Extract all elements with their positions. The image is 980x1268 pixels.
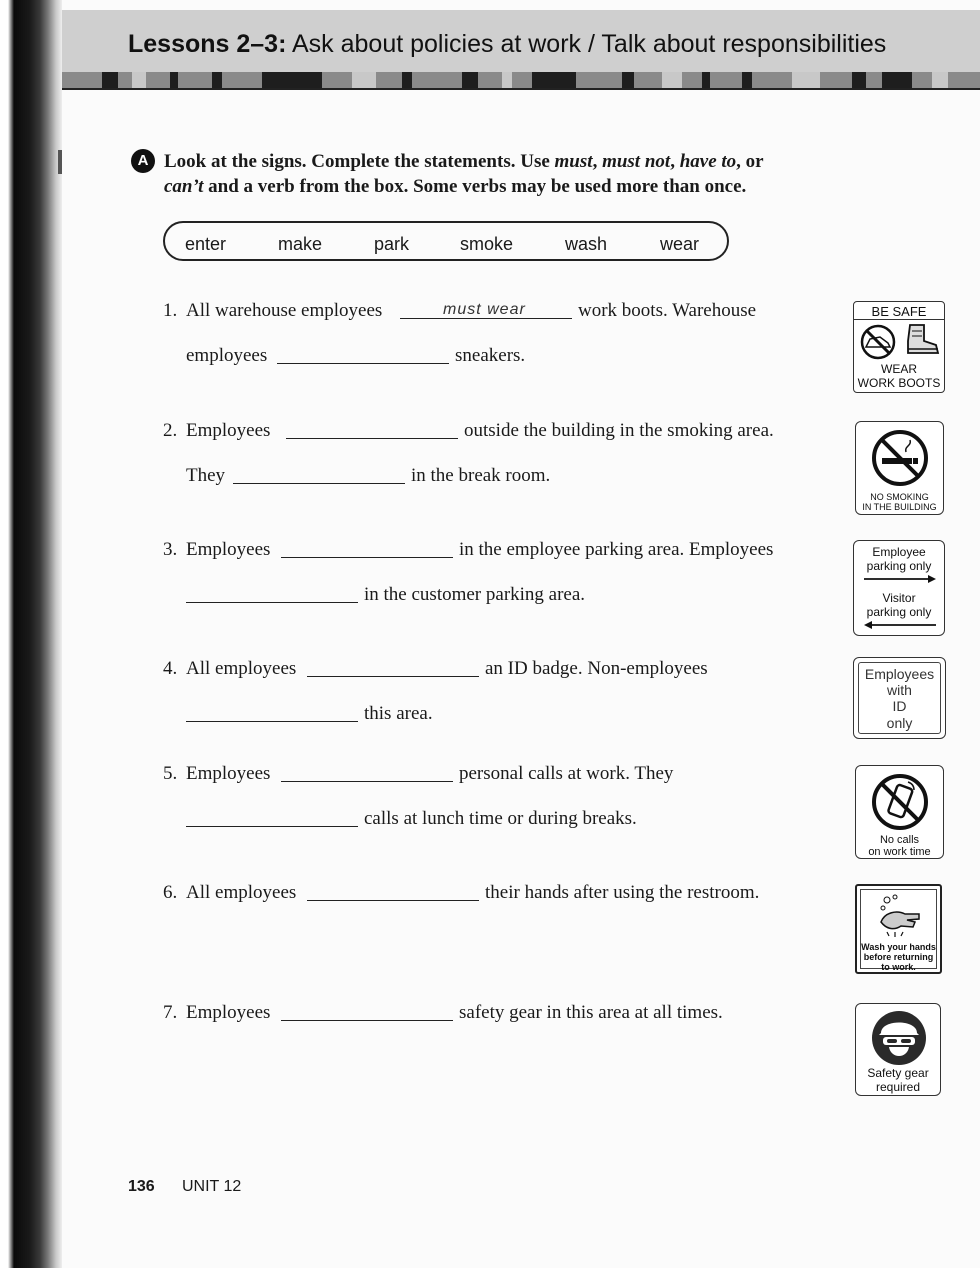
word-box [163, 221, 729, 261]
sign-text: only [886, 715, 913, 731]
sign-text: WEAR [881, 362, 917, 376]
sign-text: BE SAFE [871, 304, 927, 319]
sign-text: NO SMOKING [870, 492, 929, 502]
word-box-item: enter [185, 234, 227, 254]
sign-text: WORK BOOTS [857, 376, 941, 390]
exercise-letter-badge: A [131, 149, 155, 173]
work-boot-icon [902, 321, 942, 361]
page-number: 136 [128, 1178, 155, 1195]
item-text: employees [186, 345, 268, 366]
no-phone-icon [870, 772, 930, 832]
sign-text: Safety gear [867, 1066, 929, 1080]
book-spine-shadow [0, 0, 62, 1268]
exercise-instruction: Look at the signs. Complete the statements. Use must, must not, have to, or can’t and a verb from the box. Some verbs may be used more than once. [164, 151, 764, 197]
word-box-item: make [278, 234, 323, 254]
margin-mark [58, 150, 62, 174]
item-number: 5. [163, 763, 178, 784]
item-text: Employees [186, 420, 271, 441]
sign-text: No calls [879, 834, 920, 846]
item-number: 2. [163, 420, 178, 441]
sign-text: required [875, 1080, 921, 1094]
answer-blank[interactable] [233, 483, 405, 484]
sign-text: Employees [864, 666, 935, 682]
item-text: safety gear in this area at all times. [459, 1002, 723, 1023]
header-decorative-stripe [62, 72, 980, 88]
answer-blank[interactable] [186, 721, 358, 722]
sign-text: IN THE BUILDING [862, 502, 937, 512]
sign-text: parking only [866, 559, 932, 573]
item-text: in the break room. [411, 465, 551, 486]
answer-blank[interactable] [307, 676, 479, 677]
item-text: work boots. Warehouse [578, 300, 757, 321]
sign-safety-gear [855, 1003, 941, 1096]
sign-text: on work time [868, 846, 931, 858]
handwritten-answer: must wear [443, 301, 526, 318]
item-text: All warehouse employees [186, 300, 383, 321]
sign-text: parking only [866, 605, 932, 619]
sign-parking [853, 540, 945, 636]
item-text: Employees [186, 1002, 271, 1023]
helmet-goggles-icon [869, 1009, 929, 1067]
item-text: Employees [186, 539, 271, 560]
lessons-label: Lessons 2–3: [128, 30, 287, 58]
left-arrow-icon [862, 620, 938, 630]
word-box-item: wash [565, 234, 608, 254]
sign-text: Visitor [882, 591, 916, 605]
item-text: in the employee parking area. Employees [459, 539, 774, 560]
sign-no-calls [855, 765, 944, 859]
answer-blank[interactable] [281, 1020, 453, 1021]
answer-blank[interactable] [186, 602, 358, 603]
answer-blank[interactable] [307, 900, 479, 901]
item-text: their hands after using the restroom. [485, 882, 760, 903]
sign-wash-hands [855, 884, 942, 974]
item-text: outside the building in the smoking area. [464, 420, 774, 441]
sign-text: ID [892, 698, 907, 714]
sign-no-smoking [855, 421, 944, 515]
item-text: sneakers. [455, 345, 526, 366]
item-number: 7. [163, 1002, 178, 1023]
item-text: calls at lunch time or during breaks. [364, 808, 637, 829]
sign-text: Wash your hands [861, 942, 936, 952]
no-smoking-icon [870, 428, 930, 488]
sign-text: to work. [881, 962, 916, 972]
sign-text: before returning [863, 952, 934, 962]
item-text: All employees [186, 658, 297, 679]
word-box-item: smoke [460, 234, 514, 254]
item-text: They [186, 465, 226, 486]
header-rule [62, 88, 980, 90]
unit-label: UNIT 12 [182, 1178, 242, 1195]
answer-blank[interactable] [186, 826, 358, 827]
right-arrow-icon [862, 574, 938, 584]
item-text: an ID badge. Non-employees [485, 658, 708, 679]
lesson-title [128, 30, 886, 59]
item-text: this area. [364, 703, 433, 724]
sign-employees-with-id [853, 657, 946, 739]
sign-text: with [887, 682, 912, 698]
item-number: 3. [163, 539, 178, 560]
item-number: 6. [163, 882, 178, 903]
item-number: 4. [163, 658, 178, 679]
answer-blank[interactable] [277, 363, 449, 364]
item-text: personal calls at work. They [459, 763, 674, 784]
item-number: 1. [163, 300, 178, 321]
answer-blank[interactable] [281, 781, 453, 782]
lesson-topic: Ask about policies at work / Talk about responsibilities [292, 30, 887, 58]
item-text: All employees [186, 882, 297, 903]
sign-wear-work-boots [853, 301, 945, 393]
word-box-item: park [374, 234, 410, 254]
hand-washing-icon [875, 892, 925, 940]
sign-text: Employee [872, 545, 926, 559]
word-box-item: wear [660, 234, 700, 254]
answer-blank[interactable] [286, 438, 458, 439]
item-text: Employees [186, 763, 271, 784]
answer-blank[interactable] [281, 557, 453, 558]
item-text: in the customer parking area. [364, 584, 586, 605]
